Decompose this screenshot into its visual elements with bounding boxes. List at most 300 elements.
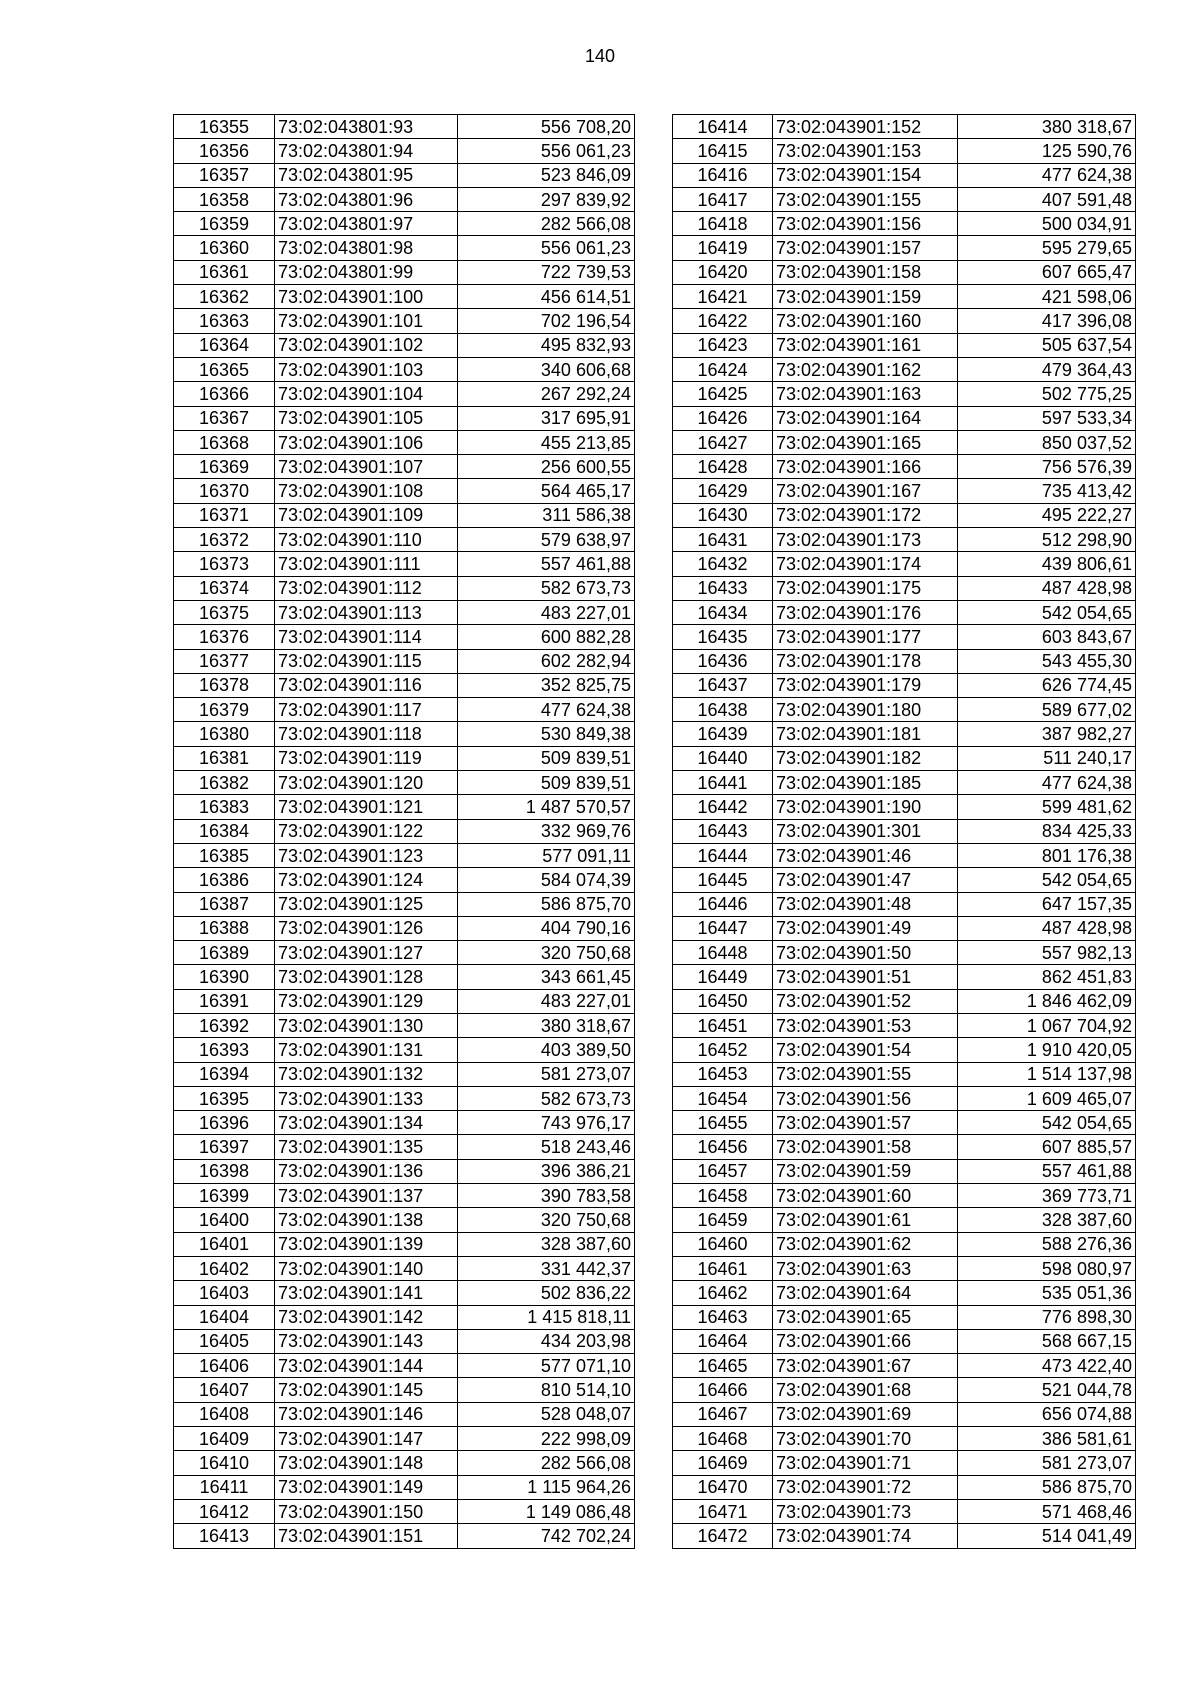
amount-cell: 477 624,38 [958, 163, 1136, 187]
amount-cell: 722 739,53 [458, 260, 635, 284]
table-row [673, 1062, 1136, 1086]
row-number-cell: 16396 [174, 1111, 275, 1135]
amount-cell: 1 514 137,98 [958, 1062, 1136, 1086]
row-number-cell: 16430 [673, 503, 773, 527]
row-number-cell: 16360 [174, 236, 275, 260]
table-row [673, 333, 1136, 357]
table-row [673, 1086, 1136, 1110]
table-row [174, 673, 635, 697]
row-number-cell: 16468 [673, 1427, 773, 1451]
row-number-cell: 16451 [673, 1013, 773, 1037]
amount-cell: 571 468,46 [958, 1499, 1136, 1523]
cadastral-number-cell: 73:02:043901:143 [275, 1329, 458, 1353]
row-number-cell: 16452 [673, 1038, 773, 1062]
cadastral-number-cell: 73:02:043901:128 [275, 965, 458, 989]
cadastral-number-cell: 73:02:043901:118 [275, 722, 458, 746]
amount-cell: 568 667,15 [958, 1329, 1136, 1353]
amount-cell: 317 695,91 [458, 406, 635, 430]
cadastral-number-cell: 73:02:043901:176 [773, 600, 958, 624]
amount-cell: 407 591,48 [958, 187, 1136, 211]
amount-cell: 556 061,23 [458, 139, 635, 163]
amount-cell: 380 318,67 [458, 1013, 635, 1037]
cadastral-number-cell: 73:02:043901:134 [275, 1111, 458, 1135]
amount-cell: 595 279,65 [958, 236, 1136, 260]
cadastral-number-cell: 73:02:043901:72 [773, 1475, 958, 1499]
amount-cell: 589 677,02 [958, 698, 1136, 722]
table-row [174, 1159, 635, 1183]
table-row [174, 455, 635, 479]
cadastral-number-cell: 73:02:043901:110 [275, 528, 458, 552]
cadastral-number-cell: 73:02:043901:62 [773, 1232, 958, 1256]
cadastral-number-cell: 73:02:043901:175 [773, 576, 958, 600]
table-row [673, 795, 1136, 819]
amount-cell: 1 910 420,05 [958, 1038, 1136, 1062]
cadastral-number-cell: 73:02:043901:178 [773, 649, 958, 673]
cadastral-number-cell: 73:02:043901:173 [773, 528, 958, 552]
row-number-cell: 16467 [673, 1402, 773, 1426]
row-number-cell: 16356 [174, 139, 275, 163]
cadastral-number-cell: 73:02:043901:106 [275, 430, 458, 454]
cadastral-number-cell: 73:02:043901:107 [275, 455, 458, 479]
table-row [174, 916, 635, 940]
cadastral-number-cell: 73:02:043801:98 [275, 236, 458, 260]
row-number-cell: 16427 [673, 430, 773, 454]
amount-cell: 282 566,08 [458, 212, 635, 236]
row-number-cell: 16442 [673, 795, 773, 819]
cadastral-number-cell: 73:02:043901:161 [773, 333, 958, 357]
row-number-cell: 16407 [174, 1378, 275, 1402]
table-row [174, 1111, 635, 1135]
cadastral-number-cell: 73:02:043901:142 [275, 1305, 458, 1329]
cadastral-number-cell: 73:02:043901:114 [275, 625, 458, 649]
table-row [673, 1208, 1136, 1232]
row-number-cell: 16426 [673, 406, 773, 430]
row-number-cell: 16410 [174, 1451, 275, 1475]
row-number-cell: 16403 [174, 1281, 275, 1305]
cadastral-number-cell: 73:02:043901:165 [773, 430, 958, 454]
cadastral-number-cell: 73:02:043901:179 [773, 673, 958, 697]
cadastral-number-cell: 73:02:043801:93 [275, 115, 458, 139]
cadastral-number-cell: 73:02:043901:130 [275, 1013, 458, 1037]
cadastral-number-cell: 73:02:043901:56 [773, 1086, 958, 1110]
table-row [673, 600, 1136, 624]
amount-cell: 626 774,45 [958, 673, 1136, 697]
cadastral-number-cell: 73:02:043901:109 [275, 503, 458, 527]
row-number-cell: 16464 [673, 1329, 773, 1353]
cadastral-number-cell: 73:02:043901:135 [275, 1135, 458, 1159]
amount-cell: 556 061,23 [458, 236, 635, 260]
amount-cell: 599 481,62 [958, 795, 1136, 819]
amount-cell: 1 487 570,57 [458, 795, 635, 819]
amount-cell: 509 839,51 [458, 746, 635, 770]
amount-cell: 439 806,61 [958, 552, 1136, 576]
amount-cell: 579 638,97 [458, 528, 635, 552]
cadastral-number-cell: 73:02:043901:154 [773, 163, 958, 187]
table-row [174, 868, 635, 892]
table-row [673, 139, 1136, 163]
amount-cell: 331 442,37 [458, 1256, 635, 1280]
table-row [174, 1281, 635, 1305]
row-number-cell: 16372 [174, 528, 275, 552]
table-row [673, 1013, 1136, 1037]
cadastral-number-cell: 73:02:043801:96 [275, 187, 458, 211]
cadastral-number-cell: 73:02:043901:71 [773, 1451, 958, 1475]
cadastral-number-cell: 73:02:043901:139 [275, 1232, 458, 1256]
row-number-cell: 16384 [174, 819, 275, 843]
cadastral-number-cell: 73:02:043901:65 [773, 1305, 958, 1329]
table-row [673, 382, 1136, 406]
table-row [174, 212, 635, 236]
cadastral-number-cell: 73:02:043901:153 [773, 139, 958, 163]
table-row [174, 795, 635, 819]
row-number-cell: 16447 [673, 916, 773, 940]
cadastral-number-cell: 73:02:043901:132 [275, 1062, 458, 1086]
table-row [673, 819, 1136, 843]
amount-cell: 597 533,34 [958, 406, 1136, 430]
amount-cell: 607 885,57 [958, 1135, 1136, 1159]
amount-cell: 564 465,17 [458, 479, 635, 503]
table-row [673, 1135, 1136, 1159]
cadastral-number-cell: 73:02:043901:185 [773, 771, 958, 795]
cadastral-number-cell: 73:02:043901:140 [275, 1256, 458, 1280]
cadastral-number-cell: 73:02:043901:150 [275, 1499, 458, 1523]
amount-cell: 505 637,54 [958, 333, 1136, 357]
table-row [673, 1232, 1136, 1256]
row-number-cell: 16450 [673, 989, 773, 1013]
row-number-cell: 16421 [673, 285, 773, 309]
cadastral-number-cell: 73:02:043901:111 [275, 552, 458, 576]
table-row [673, 989, 1136, 1013]
amount-cell: 1 609 465,07 [958, 1086, 1136, 1110]
amount-cell: 311 586,38 [458, 503, 635, 527]
cadastral-number-cell: 73:02:043901:101 [275, 309, 458, 333]
table-row [174, 843, 635, 867]
cadastral-number-cell: 73:02:043901:103 [275, 357, 458, 381]
table-row [174, 771, 635, 795]
table-row [174, 1378, 635, 1402]
table-row [174, 941, 635, 965]
amount-cell: 495 832,93 [458, 333, 635, 357]
cadastral-number-cell: 73:02:043901:113 [275, 600, 458, 624]
table-row [174, 430, 635, 454]
row-number-cell: 16365 [174, 357, 275, 381]
table-row [673, 1499, 1136, 1523]
amount-cell: 542 054,65 [958, 868, 1136, 892]
amount-cell: 1 115 964,26 [458, 1475, 635, 1499]
amount-cell: 588 276,36 [958, 1232, 1136, 1256]
cadastral-number-cell: 73:02:043901:112 [275, 576, 458, 600]
cadastral-number-cell: 73:02:043901:115 [275, 649, 458, 673]
table-row [673, 1378, 1136, 1402]
amount-cell: 483 227,01 [458, 989, 635, 1013]
amount-cell: 801 176,38 [958, 843, 1136, 867]
row-number-cell: 16357 [174, 163, 275, 187]
amount-cell: 523 846,09 [458, 163, 635, 187]
amount-cell: 512 298,90 [958, 528, 1136, 552]
row-number-cell: 16425 [673, 382, 773, 406]
cadastral-number-cell: 73:02:043901:73 [773, 1499, 958, 1523]
row-number-cell: 16440 [673, 746, 773, 770]
row-number-cell: 16419 [673, 236, 773, 260]
table-row [174, 1232, 635, 1256]
cadastral-number-cell: 73:02:043901:59 [773, 1159, 958, 1183]
amount-cell: 556 708,20 [458, 115, 635, 139]
table-row [174, 1135, 635, 1159]
amount-cell: 582 673,73 [458, 1086, 635, 1110]
amount-cell: 603 843,67 [958, 625, 1136, 649]
row-number-cell: 16411 [174, 1475, 275, 1499]
table-row [174, 382, 635, 406]
amount-cell: 586 875,70 [958, 1475, 1136, 1499]
amount-cell: 598 080,97 [958, 1256, 1136, 1280]
cadastral-number-cell: 73:02:043901:156 [773, 212, 958, 236]
table-row [174, 1499, 635, 1523]
cadastral-number-cell: 73:02:043901:117 [275, 698, 458, 722]
cadastral-number-cell: 73:02:043901:52 [773, 989, 958, 1013]
register-table-right [672, 114, 1136, 1549]
amount-cell: 320 750,68 [458, 1208, 635, 1232]
amount-cell: 421 598,06 [958, 285, 1136, 309]
row-number-cell: 16377 [174, 649, 275, 673]
amount-cell: 530 849,38 [458, 722, 635, 746]
table-row [174, 552, 635, 576]
cadastral-number-cell: 73:02:043801:95 [275, 163, 458, 187]
row-number-cell: 16380 [174, 722, 275, 746]
table-row [673, 625, 1136, 649]
table-row [673, 868, 1136, 892]
row-number-cell: 16390 [174, 965, 275, 989]
table-row [174, 187, 635, 211]
cadastral-number-cell: 73:02:043901:144 [275, 1354, 458, 1378]
table-row [174, 1427, 635, 1451]
register-table-right-body [673, 115, 1136, 1549]
table-row [174, 722, 635, 746]
amount-cell: 390 783,58 [458, 1184, 635, 1208]
table-row [673, 455, 1136, 479]
cadastral-number-cell: 73:02:043901:121 [275, 795, 458, 819]
row-number-cell: 16375 [174, 600, 275, 624]
amount-cell: 509 839,51 [458, 771, 635, 795]
cadastral-number-cell: 73:02:043901:67 [773, 1354, 958, 1378]
amount-cell: 582 673,73 [458, 576, 635, 600]
table-row [673, 916, 1136, 940]
table-row [174, 1184, 635, 1208]
cadastral-number-cell: 73:02:043901:48 [773, 892, 958, 916]
amount-cell: 352 825,75 [458, 673, 635, 697]
table-row [174, 1451, 635, 1475]
table-row [673, 941, 1136, 965]
row-number-cell: 16466 [673, 1378, 773, 1402]
table-row [673, 576, 1136, 600]
row-number-cell: 16432 [673, 552, 773, 576]
page-number: 140 [584, 46, 616, 66]
amount-cell: 742 702,24 [458, 1524, 635, 1548]
row-number-cell: 16435 [673, 625, 773, 649]
row-number-cell: 16404 [174, 1305, 275, 1329]
table-row [673, 357, 1136, 381]
amount-cell: 328 387,60 [958, 1208, 1136, 1232]
table-row [673, 187, 1136, 211]
row-number-cell: 16366 [174, 382, 275, 406]
table-row [673, 260, 1136, 284]
amount-cell: 434 203,98 [458, 1329, 635, 1353]
table-row [673, 1256, 1136, 1280]
table-row [174, 625, 635, 649]
row-number-cell: 16461 [673, 1256, 773, 1280]
cadastral-number-cell: 73:02:043901:127 [275, 941, 458, 965]
amount-cell: 656 074,88 [958, 1402, 1136, 1426]
cadastral-number-cell: 73:02:043901:177 [773, 625, 958, 649]
row-number-cell: 16400 [174, 1208, 275, 1232]
table-row [673, 285, 1136, 309]
cadastral-number-cell: 73:02:043901:152 [773, 115, 958, 139]
table-row [174, 333, 635, 357]
row-number-cell: 16387 [174, 892, 275, 916]
row-number-cell: 16454 [673, 1086, 773, 1110]
amount-cell: 647 157,35 [958, 892, 1136, 916]
row-number-cell: 16455 [673, 1111, 773, 1135]
row-number-cell: 16449 [673, 965, 773, 989]
table-row [673, 1281, 1136, 1305]
amount-cell: 602 282,94 [458, 649, 635, 673]
amount-cell: 332 969,76 [458, 819, 635, 843]
row-number-cell: 16408 [174, 1402, 275, 1426]
table-row [673, 892, 1136, 916]
row-number-cell: 16358 [174, 187, 275, 211]
amount-cell: 1 415 818,11 [458, 1305, 635, 1329]
cadastral-number-cell: 73:02:043901:123 [275, 843, 458, 867]
row-number-cell: 16444 [673, 843, 773, 867]
amount-cell: 535 051,36 [958, 1281, 1136, 1305]
table-row [673, 430, 1136, 454]
row-number-cell: 16374 [174, 576, 275, 600]
cadastral-number-cell: 73:02:043901:166 [773, 455, 958, 479]
amount-cell: 834 425,33 [958, 819, 1136, 843]
amount-cell: 702 196,54 [458, 309, 635, 333]
row-number-cell: 16460 [673, 1232, 773, 1256]
table-row [174, 139, 635, 163]
row-number-cell: 16393 [174, 1038, 275, 1062]
amount-cell: 483 227,01 [458, 600, 635, 624]
row-number-cell: 16402 [174, 1256, 275, 1280]
table-row [673, 552, 1136, 576]
amount-cell: 502 775,25 [958, 382, 1136, 406]
cadastral-number-cell: 73:02:043901:108 [275, 479, 458, 503]
amount-cell: 396 386,21 [458, 1159, 635, 1183]
cadastral-number-cell: 73:02:043901:57 [773, 1111, 958, 1135]
row-number-cell: 16363 [174, 309, 275, 333]
row-number-cell: 16424 [673, 357, 773, 381]
amount-cell: 557 982,13 [958, 941, 1136, 965]
cadastral-number-cell: 73:02:043901:66 [773, 1329, 958, 1353]
row-number-cell: 16416 [673, 163, 773, 187]
cadastral-number-cell: 73:02:043901:58 [773, 1135, 958, 1159]
cadastral-number-cell: 73:02:043901:55 [773, 1062, 958, 1086]
row-number-cell: 16362 [174, 285, 275, 309]
row-number-cell: 16436 [673, 649, 773, 673]
row-number-cell: 16428 [673, 455, 773, 479]
row-number-cell: 16406 [174, 1354, 275, 1378]
row-number-cell: 16378 [174, 673, 275, 697]
cadastral-number-cell: 73:02:043901:125 [275, 892, 458, 916]
row-number-cell: 16364 [174, 333, 275, 357]
row-number-cell: 16391 [174, 989, 275, 1013]
cadastral-number-cell: 73:02:043901:151 [275, 1524, 458, 1548]
table-row [673, 649, 1136, 673]
cadastral-number-cell: 73:02:043901:116 [275, 673, 458, 697]
cadastral-number-cell: 73:02:043901:70 [773, 1427, 958, 1451]
amount-cell: 404 790,16 [458, 916, 635, 940]
row-number-cell: 16405 [174, 1329, 275, 1353]
amount-cell: 511 240,17 [958, 746, 1136, 770]
table-row [174, 503, 635, 527]
cadastral-number-cell: 73:02:043901:138 [275, 1208, 458, 1232]
table-row [174, 236, 635, 260]
amount-cell: 386 581,61 [958, 1427, 1136, 1451]
cadastral-number-cell: 73:02:043901:63 [773, 1256, 958, 1280]
row-number-cell: 16462 [673, 1281, 773, 1305]
amount-cell: 577 071,10 [458, 1354, 635, 1378]
cadastral-number-cell: 73:02:043901:51 [773, 965, 958, 989]
row-number-cell: 16441 [673, 771, 773, 795]
row-number-cell: 16439 [673, 722, 773, 746]
cadastral-number-cell: 73:02:043901:160 [773, 309, 958, 333]
amount-cell: 521 044,78 [958, 1378, 1136, 1402]
cadastral-number-cell: 73:02:043901:124 [275, 868, 458, 892]
row-number-cell: 16437 [673, 673, 773, 697]
amount-cell: 343 661,45 [458, 965, 635, 989]
table-row [673, 843, 1136, 867]
table-row [673, 673, 1136, 697]
table-row [673, 1451, 1136, 1475]
table-row [673, 309, 1136, 333]
amount-cell: 600 882,28 [458, 625, 635, 649]
cadastral-number-cell: 73:02:043901:100 [275, 285, 458, 309]
cadastral-number-cell: 73:02:043901:104 [275, 382, 458, 406]
table-row [174, 819, 635, 843]
row-number-cell: 16399 [174, 1184, 275, 1208]
row-number-cell: 16417 [673, 187, 773, 211]
row-number-cell: 16445 [673, 868, 773, 892]
amount-cell: 473 422,40 [958, 1354, 1136, 1378]
amount-cell: 862 451,83 [958, 965, 1136, 989]
row-number-cell: 16434 [673, 600, 773, 624]
table-row [174, 1256, 635, 1280]
amount-cell: 456 614,51 [458, 285, 635, 309]
cadastral-number-cell: 73:02:043901:46 [773, 843, 958, 867]
amount-cell: 543 455,30 [958, 649, 1136, 673]
table-row [174, 892, 635, 916]
amount-cell: 743 976,17 [458, 1111, 635, 1135]
row-number-cell: 16453 [673, 1062, 773, 1086]
table-row [174, 260, 635, 284]
cadastral-number-cell: 73:02:043801:94 [275, 139, 458, 163]
table-row [174, 1086, 635, 1110]
row-number-cell: 16389 [174, 941, 275, 965]
row-number-cell: 16398 [174, 1159, 275, 1183]
cadastral-number-cell: 73:02:043901:133 [275, 1086, 458, 1110]
amount-cell: 1 846 462,09 [958, 989, 1136, 1013]
table-row [673, 212, 1136, 236]
amount-cell: 518 243,46 [458, 1135, 635, 1159]
table-row [673, 1329, 1136, 1353]
amount-cell: 850 037,52 [958, 430, 1136, 454]
amount-cell: 557 461,88 [958, 1159, 1136, 1183]
table-row [174, 1305, 635, 1329]
cadastral-number-cell: 73:02:043901:180 [773, 698, 958, 722]
cadastral-number-cell: 73:02:043901:102 [275, 333, 458, 357]
amount-cell: 487 428,98 [958, 576, 1136, 600]
